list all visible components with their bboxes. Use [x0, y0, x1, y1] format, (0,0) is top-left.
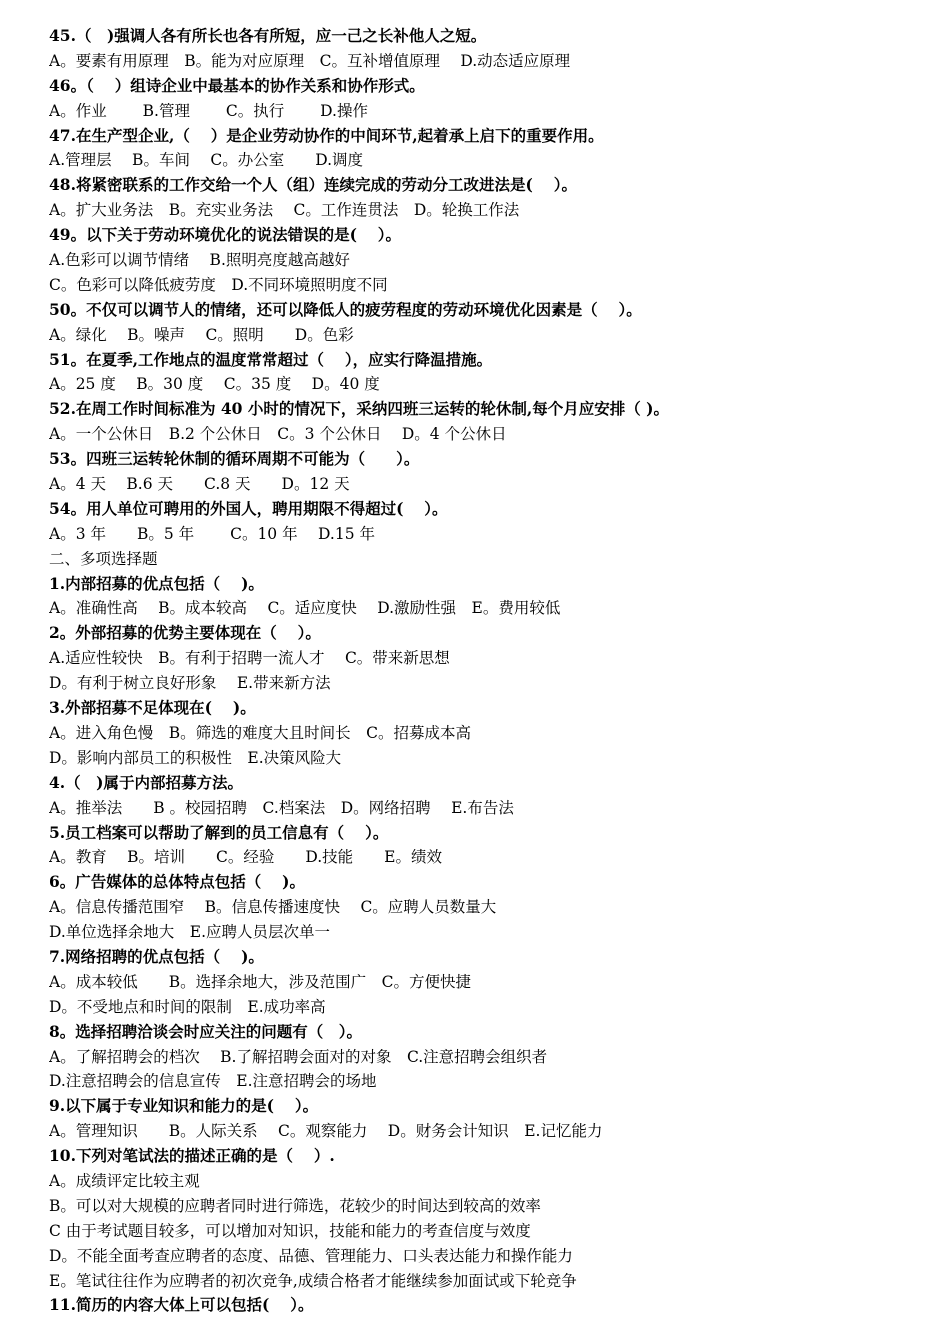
option-line: A。3 年 B。5 年 C。10 年 D.15 年: [49, 524, 375, 543]
option-line: A。绿化 B。噪声 C。照明 D。色彩: [49, 325, 354, 344]
question-line: 48.将紧密联系的工作交给一个人（组）连续完成的劳动分工改进法是( ）。: [49, 175, 577, 195]
option-line: A。推举法 B 。校园招聘 C.档案法 D。网络招聘 E.布告法: [49, 798, 514, 817]
option-line: A。成绩评定比较主观: [49, 1171, 200, 1190]
option-line: C。色彩可以降低疲劳度 D.不同环境照明度不同: [49, 275, 388, 294]
question-line: 5.员工档案可以帮助了解到的员工信息有（ ）。: [49, 822, 389, 842]
section-heading: 二、多项选择题: [49, 549, 158, 568]
question-line: 52.在周工作时间标准为 40 小时的情况下，采纳四班三运转的轮休制,每个月应安排（ )。: [49, 399, 669, 419]
option-line: A。4 天 B.6 天 C.8 天 D。12 天: [49, 475, 350, 494]
option-line: C 由于考试题目较多，可以增加对知识，技能和能力的考查信度与效度: [49, 1221, 531, 1240]
option-line: B。可以对大规模的应聘者同时进行筛选，花较少的时间达到较高的效率: [49, 1196, 541, 1215]
option-line: A。教育 B。培训 C。经验 D.技能 E。绩效: [49, 848, 442, 867]
question-line: 8。选择招聘洽谈会时应关注的问题有（ ）。: [49, 1021, 363, 1041]
question-line: 51。在夏季,工作地点的温度常常超过（ ），应实行降温措施。: [49, 349, 493, 369]
option-line: A。成本较低 B。选择余地大，涉及范围广 C。方便快捷: [49, 972, 471, 991]
question-line: 54。用人单位可聘用的外国人，聘用期限不得超过( ）。: [49, 498, 448, 518]
option-line: D.注意招聘会的信息宣传 E.注意招聘会的场地: [49, 1072, 377, 1091]
question-line: 10.下列对笔试法的描述正确的是（ ）.: [49, 1146, 335, 1166]
option-line: D。影响内部员工的积极性 E.决策风险大: [49, 748, 342, 767]
option-line: A。25 度 B。30 度 C。35 度 D。40 度: [49, 375, 380, 394]
option-line: E。笔试往往作为应聘者的初次竞争,成绩合格者才能继续参加面试或下轮竞争: [49, 1271, 577, 1290]
question-line: 49。以下关于劳动环境优化的说法错误的是( ）。: [49, 225, 402, 245]
option-line: D。不受地点和时间的限制 E.成功率高: [49, 997, 326, 1016]
question-line: 7.网络招聘的优点包括（ )。: [49, 946, 264, 966]
option-line: A。作业 B.管理 C。执行 D.操作: [49, 101, 368, 120]
question-line: 3.外部招募不足体现在( )。: [49, 698, 256, 718]
option-line: A.色彩可以调节情绪 B.照明亮度越高越好: [49, 251, 350, 270]
question-line: 9.以下属于专业知识和能力的是( ）。: [49, 1096, 319, 1116]
option-line: A。进入角色慢 B。筛选的难度大且时间长 C。招募成本高: [49, 723, 471, 742]
document-page: [49, 24, 929, 1318]
option-line: D。有利于树立良好形象 E.带来新方法: [49, 674, 331, 693]
question-line: 2。外部招募的优势主要体现在（ ）。: [49, 623, 321, 643]
question-line: 50。不仅可以调节人的情绪，还可以降低人的疲劳程度的劳动环境优化因素是（ ）。: [49, 299, 642, 319]
question-line: 4.（ )属于内部招募方法。: [49, 772, 244, 792]
question-line: 1.内部招募的优点包括（ )。: [49, 573, 264, 593]
question-line: 11.简历的内容大体上可以包括( ）。: [49, 1295, 314, 1315]
option-line: D.单位选择余地大 E.应聘人员层次单一: [49, 923, 331, 942]
option-line: A。管理知识 B。人际关系 C。观察能力 D。财务会计知识 E.记忆能力: [49, 1122, 603, 1141]
option-line: A。准确性高 B。成本较高 C。适应度快 D.激励性强 E。费用较低: [49, 599, 561, 618]
option-line: A.管理层 B。车间 C。办公室 D.调度: [49, 151, 364, 170]
option-line: A。信息传播范围窄 B。信息传播速度快 C。应聘人员数量大: [49, 898, 497, 917]
option-line: A。要素有用原理 B。能为对应原理 C。互补增值原理 D.动态适应原理: [49, 51, 571, 70]
question-line: 45.（ )强调人各有所长也各有所短，应一己之长补他人之短。: [49, 26, 487, 45]
question-line: 6。广告媒体的总体特点包括（ )。: [49, 872, 306, 892]
option-line: A。扩大业务法 B。充实业务法 C。工作连贯法 D。轮换工作法: [49, 201, 520, 220]
question-line: 47.在生产型企业,（ ）是企业劳动协作的中间环节,起着承上启下的重要作用。: [49, 125, 604, 145]
option-line: D。不能全面考查应聘者的态度、品德、管理能力、口头表达能力和操作能力: [49, 1246, 573, 1265]
option-line: A。了解招聘会的档次 B.了解招聘会面对的对象 C.注意招聘会组织者: [49, 1047, 548, 1066]
option-line: A.适应性较快 B。有利于招聘一流人才 C。带来新思想: [49, 649, 450, 668]
question-line: 46。（ ）组诗企业中最基本的协作关系和协作形式。: [49, 75, 425, 95]
option-line: A。一个公休日 B.2 个公休日 C。3 个公休日 D。4 个公休日: [49, 425, 507, 444]
question-line: 53。四班三运转轮休制的循环周期不可能为（ ）。: [49, 449, 420, 469]
